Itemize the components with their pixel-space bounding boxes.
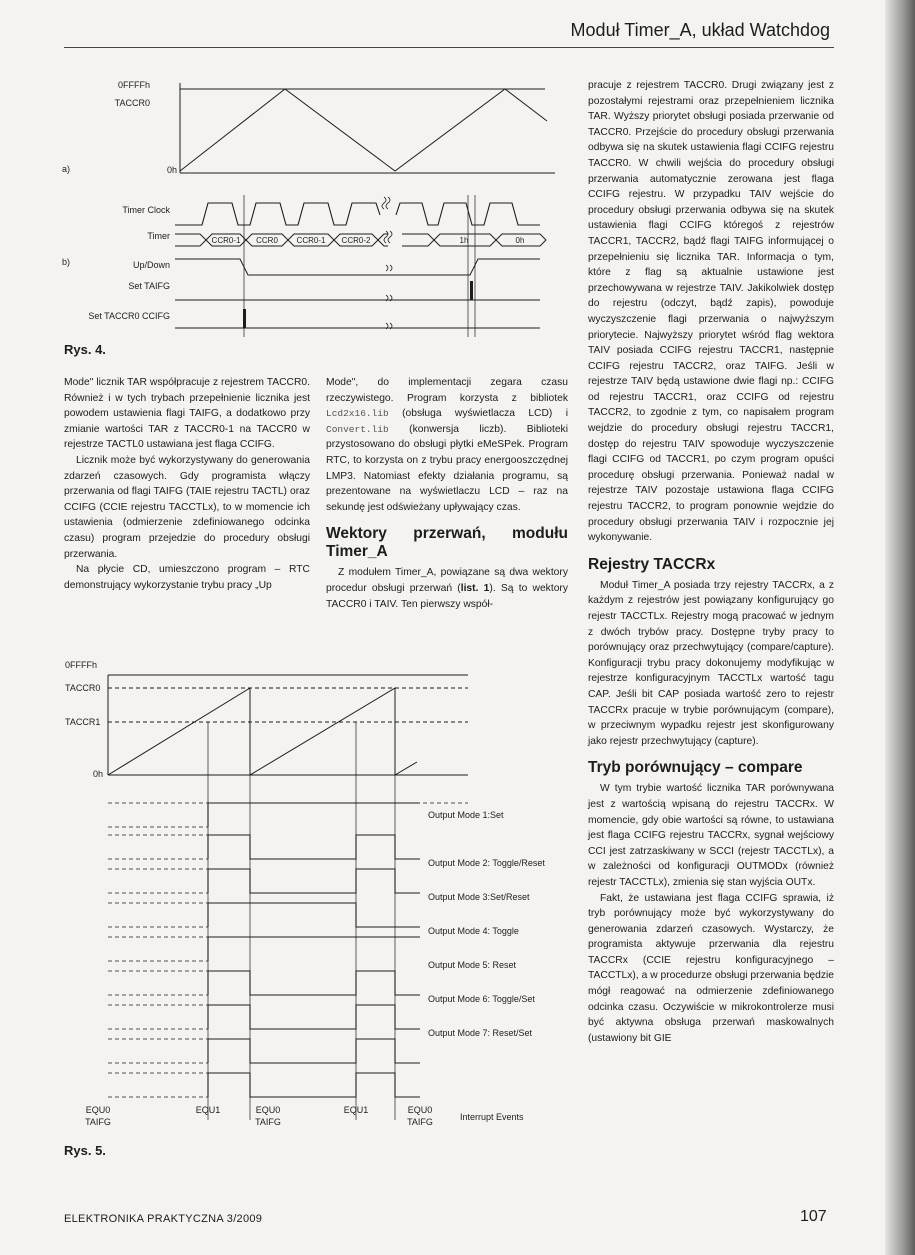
col1-paragraph-1: Mode" licznik TAR współpracuje z rejestrem TACCR0. Również i w tych trybach przepełnienie licznika jest powodem ustawienia flagi TAIFG, a dodatkowo przy zmianie wartości TAR z TACCR0-1 na TACCR0 w rejestrze TACTL0 ustawiana jest flaga CCIFG. <box>64 377 310 451</box>
fig4-label-0h: 0h <box>166 165 177 175</box>
lib-lcd2x16: Lcd2x16.lib <box>326 408 389 420</box>
fig5-mode-1: Output Mode 1:Set <box>428 810 504 820</box>
heading-wektory-przerwan: Wektory przerwań, modułu Timer_A <box>326 525 568 561</box>
fig4-signal-set-taccr0-ccifg: Set TACCR0 CCIFG <box>88 311 170 321</box>
fig4-timer-ccr0: CCR0 <box>256 236 278 245</box>
col3-paragraph-1: pracuje z rejestrem TACCR0. Drugi związany jest z pozostałymi rejestrami oraz przepełnieniem licznika TAR. Wyższy priorytet obsługi posiada przerwanie od TACCR0. Przejście do procedury obsługi przerwania odbywa się na skutek ustawienia flagi CCIFG rejestru TACCR0. W chwili wejścia do procedury obsługi przerwania automatycznie zerowana jest flaga CCIFG rejestru. W przypadku TAIV wejście do procedury obsługi przerwania odbywa się na skutek ustawienia flagi CCIFG któregoś z rejestrów TACCR1, TACCR2, bądź flagi TAIFG informującej o przepełnieniu się licznika TAR. Informacja o tym, które z flag są aktualnie ustawione jest przechowywana w rejestrze TAIV. Jakikolwiek dostęp do rejestru (odczyt, bądź zapis), powoduje wyczyszczenie flagi przerwania o najwyższym priorytecie. Najwyższy priorytet wśród flag wektora TAIV posiada CCIFG rejestru TACCR1, następnie CCIFG rejestru TACCR2, oraz TAIFG. Jeśli w rejestrze TAIV będą ustawione dwie flagi np.: CCIFG od rejestru TACCR1, oraz CCIFG od rejestru TACCR2, to zgodnie z tym, co napisałem program wejdzie do procedury obsługi rejestru TACCR1, dostęp do rejestru TAIV spowoduje wyczyszczenie flagi CCIFG od TACCR1, po czym program opuści procedurę obsługi przerwania. Ponieważ nadal w rejestrze TAIV pozostaje ustawiona flaga CCIFG rejestru TACCR2, to program ponownie wejdzie do procedury obsługi przerwania TAIV i rozpocznie jej wykonywanie. <box>588 80 834 544</box>
fig4-signal-set-taifg: Set TAIFG <box>128 281 170 291</box>
column-middle <box>326 375 568 612</box>
fig4-control-lines <box>175 195 540 337</box>
col2-paragraph-2: Z modułem Timer_A, powiązane są dwa wektory procedur obsługi przerwań (list. 1). Są to wektory TACCR0 i TAIV. Ten pierwszy współ- <box>326 567 568 610</box>
fig5-mode-5: Output Mode 5: Reset <box>428 960 517 970</box>
fig5-event-equ0-1: EQU0 <box>85 1105 111 1115</box>
col3-paragraph-2: Moduł Timer_A posiada trzy rejestry TACCRx, a z każdym z rejestrów jest powiązany konfigurujący go rejestr TACCTLx. Rejestry mogą pracować w jednym z dwóch trybów pracy. Dostępne tryby pracy to porównujący oraz przechwytujący (compare/capture). Konfiguracji trybu pracy dokonujemy modyfikując w rejestrze konfiguracyjnym TACCTLx wartość tagu CAP. Jeśli bit CAP posiada wartość zero to rejestr TACCRx pracuje w trybie porównującym (compare), w przeciwnym wypadku rejestr jest skonfigurowany jako rejestr przechwytujący (capture). <box>588 579 834 747</box>
figure-5-caption: Rys. 5. <box>64 1143 106 1158</box>
fig5-label-0h: 0h <box>93 769 104 779</box>
fig4-label-b: b) <box>62 257 71 267</box>
fig4-label-a: a) <box>62 164 71 174</box>
fig5-label-taccr0: TACCR0 <box>65 683 101 693</box>
fig5-event-taifg-1: TAIFG <box>85 1117 111 1127</box>
fig4-ccifg-pulse <box>243 309 246 328</box>
col3-paragraph-4: Fakt, że ustawiana jest flaga CCIFG sprawia, iż tryb porównujący może być wykorzystywany do generowania zdarzeń czasowych. Wystarczy, że programista aktywuje przerwania dla rejestru TACCRx (CCIE rejestru konfiguracyjnego – TACCTLx), a w procedurze obsługi przerwania będzie mógł reagować na odmierzenie zdefiniowanego odcinka czasu. Oczywiście w mikrokontrolerze musi być aktywna obsługa przerwań maskowalnych (ustawiony bit GIE <box>588 892 834 1044</box>
heading-rejestry-taccrx: Rejestry TACCRx <box>588 555 716 573</box>
fig4-label-taccr0: TACCR0 <box>114 98 150 108</box>
fig5-interrupt-events-label: Interrupt Events <box>460 1112 524 1122</box>
fig4-taifg-pulse <box>470 281 473 300</box>
fig5-vertical-event-lines <box>208 688 395 1120</box>
book-spine-shadow <box>885 0 915 1255</box>
fig4-timer-ccr0-1-a: CCR0-1 <box>211 236 241 245</box>
fig5-mode-7: Output Mode 7: Reset/Set <box>428 1028 533 1038</box>
fig4-break-marks <box>382 197 392 329</box>
figure-5-output-modes-diagram <box>60 655 570 1135</box>
fig4-timer-0h: 0h <box>515 236 525 245</box>
fig5-axes-and-sawtooth <box>108 675 468 775</box>
fig5-mode-2: Output Mode 2: Toggle/Reset <box>428 858 545 868</box>
fig4-timer-ccr0-1-b: CCR0-1 <box>296 236 326 245</box>
fig5-mode-3: Output Mode 3:Set/Reset <box>428 892 530 902</box>
page-number: 107 <box>800 1208 827 1225</box>
col3-paragraph-3: W tym trybie wartość licznika TAR porównywana jest z wartością wpisaną do rejestru TACCRx. W momencie, gdy obie wartości są równe, to ustawiana jest flaga CCIFG rejestru TACCRx, sygnał wejściowy CCI jest zatrzaskiwany w SCCI (rejestr TACCTLx), a w zależności od konfiguracji OUTMODx (również rejestr TACCTLx), zmienia się stan wyjścia OUTx. <box>588 783 834 888</box>
fig5-event-taifg-2: TAIFG <box>255 1117 281 1127</box>
running-header: Moduł Timer_A, układ Watchdog <box>570 20 830 40</box>
fig5-event-equ0-3: EQU0 <box>407 1105 433 1115</box>
figure-4-timing-diagram <box>60 75 560 340</box>
fig4-signal-timer-clock: Timer Clock <box>122 205 170 215</box>
fig5-event-equ1-1: EQU1 <box>195 1105 221 1115</box>
footer-journal: ELEKTRONIKA PRAKTYCZNA 3/2009 <box>64 1213 263 1225</box>
fig4-clock-wave <box>175 203 540 225</box>
fig5-label-taccr1: TACCR1 <box>65 717 101 727</box>
fig5-mode-4: Output Mode 4: Toggle <box>428 926 519 936</box>
fig4-signal-timer: Timer <box>147 231 170 241</box>
fig5-event-equ1-2: EQU1 <box>343 1105 369 1115</box>
header-rule <box>64 47 834 48</box>
col1-paragraph-2: Licznik może być wykorzystywany do generowania zdarzeń czasowych. Gdy programista włączy przerwania od flagi TAIFG (TAIE rejestru TACTL) oraz CCIFG (CCIE rejestru TACCTLx), to w momencie ich ustawienia (odmierzenie zdefiniowanego odcinka czasu) program przejedzie do procedury obsługi przerwania. <box>64 454 310 560</box>
fig5-output-waveforms <box>108 803 468 1097</box>
column-left <box>64 375 310 593</box>
lib-convert: Convert.lib <box>326 423 389 435</box>
heading-tryb-porownujacy: Tryb porównujący – compare <box>588 759 803 777</box>
fig4-triangle-wave <box>180 83 555 173</box>
col1-paragraph-3: Na płycie CD, umieszczono program – RTC demonstrujący wykorzystanie trybu pracy „Up <box>64 564 310 591</box>
fig4-signal-updown: Up/Down <box>132 260 170 270</box>
fig4-timer-1h: 1h <box>459 236 469 245</box>
fig5-event-taifg-3: TAIFG <box>407 1117 433 1127</box>
col2-paragraph-1: Mode", do implementacji zegara czasu rzeczywistego. Program korzysta z bibliotek Lcd2x16.lib (obsługa wyświetlacza LCD) i Convert.lib (konwersja liczb). Biblioteki przystosowano do obsługi płytki eMeSPek. Program RTC, to korzysta on z trybu pracy energooszczędnej LMP3. Natomiast efekty działania programu, są prezentowane na wyświetlaczu LCD – raz na sekundę jest odświeżany upływający czas. <box>326 377 568 513</box>
figure-4-caption: Rys. 4. <box>64 342 106 357</box>
fig5-mode-6: Output Mode 6: Toggle/Set <box>428 994 535 1004</box>
fig5-event-equ0-2: EQU0 <box>255 1105 281 1115</box>
column-right <box>588 78 834 1046</box>
fig4-timer-ccr0-2: CCR0-2 <box>341 236 371 245</box>
fig5-label-0ffffh: 0FFFFh <box>65 660 98 670</box>
fig4-label-0ffffh: 0FFFFh <box>117 80 150 90</box>
